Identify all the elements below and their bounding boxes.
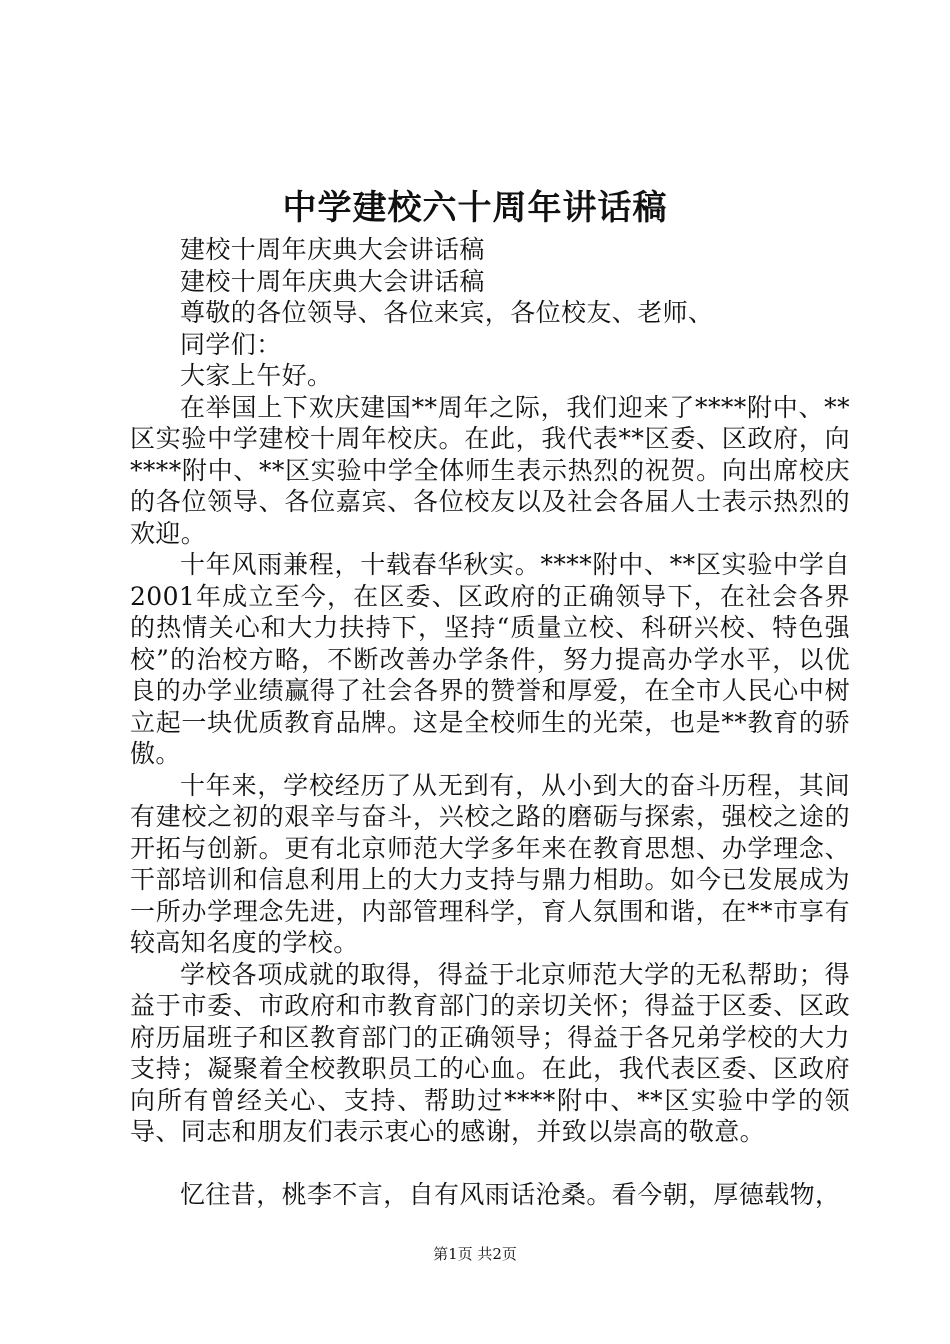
document-title: 中学建校六十周年讲话稿 — [282, 188, 668, 228]
paragraph-salutation: 尊敬的各位领导、各位来宾，各位校友、老师、 — [180, 298, 714, 327]
page-footer: 第1页 共2页 — [433, 1245, 517, 1263]
paragraph-intro: 在举国上下欢庆建国**周年之际，我们迎来了****附中、**区实验中学建校十周年校庆。在此，我代表**区委、区政府，向****附中、**区实验中学全体师生表示热烈的祝贺。向出席校庆的各位领导、各位嘉宾、各位校友以及社会各届人士表示热烈的欢迎。 — [130, 392, 850, 548]
paragraph-history: 十年来，学校经历了从无到有，从小到大的奋斗历程，其间有建校之初的艰辛与奋斗，兴校之路的磨砺与探索，强校之途的开拓与创新。更有北京师范大学多年来在教育思想、办学理念、干部培训和信息利用上的大力支持与鼎力相助。如今已发展成为一所办学理念先进，内部管理科学，育人氛围和谐，在**市享有较高知名度的学校。 — [130, 770, 850, 957]
paragraph-greeting: 大家上午好。 — [180, 361, 333, 390]
paragraph-decade: 十年风雨兼程，十载春华秋实。****附中、**区实验中学自2001年成立至今，在区委、区政府的正确领导下，在社会各界的热情关心和大力扶持下，坚持“质量立校、科研兴校、特色强校”的治校方略，不断改善办学条件，努力提高办学水平，以优良的办学业绩赢得了社会各界的赞誉和厚爱，在全市人民心中树立起一块优质教育品牌。这是全校师生的光荣，也是**教育的骄傲。 — [130, 550, 850, 768]
paragraph-heading-1: 建校十周年庆典大会讲话稿 — [180, 235, 485, 264]
document-body — [130, 234, 850, 1211]
paragraph-thanks: 学校各项成就的取得，得益于北京师范大学的无私帮助；得益于市委、市政府和市教育部门的亲切关怀；得益于区委、区政府历届班子和区教育部门的正确领导；得益于各兄弟学校的大力支持；凝聚着全校教职员工的心血。在此，我代表区委、区政府向所有曾经关心、支持、帮助过****附中、**区实验中学的领导、同志和朋友们表示衷心的感谢，并致以崇高的敬意。 — [130, 959, 850, 1146]
paragraph-closing: 忆往昔，桃李不言，自有风雨话沧桑。看今朝，厚德载物， — [180, 1180, 841, 1209]
paragraph-salutation-cont: 同学们： — [180, 329, 282, 359]
paragraph-heading-2: 建校十周年庆典大会讲话稿 — [180, 266, 485, 296]
